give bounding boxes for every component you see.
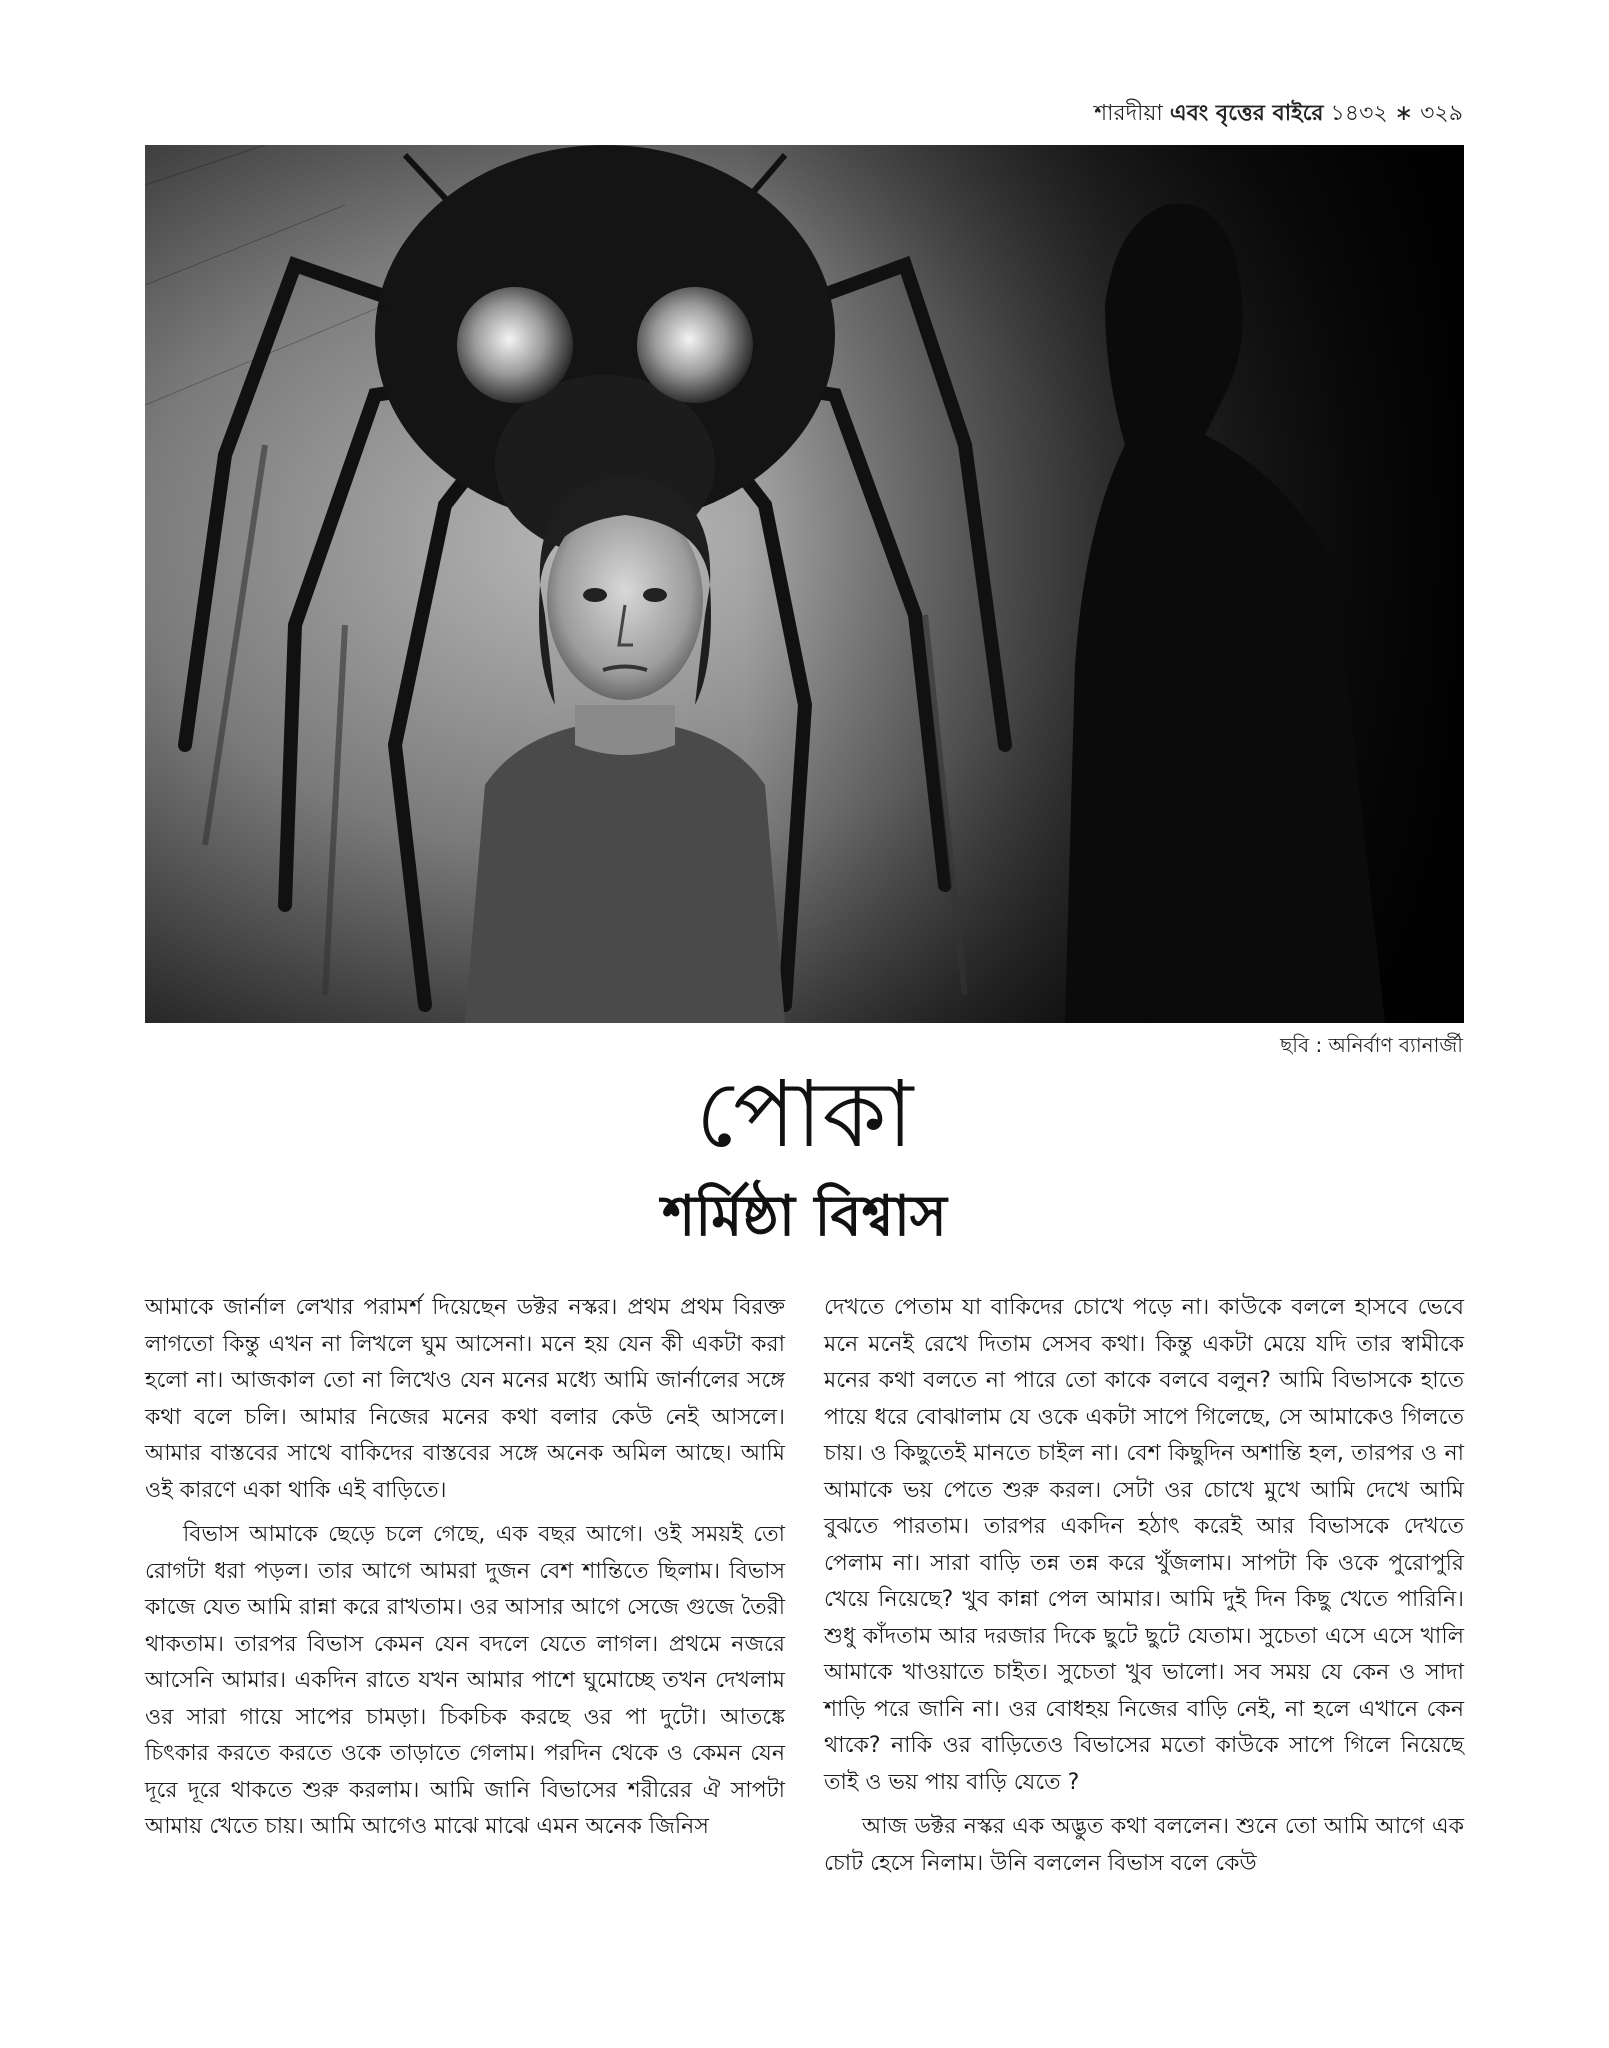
story-author: শর্মিষ্ঠা বিশ্বাস (662, 1184, 947, 1249)
paragraph: আমাকে জার্নাল লেখার পরামর্শ দিয়েছেন ডক্টর নস্কর। প্রথম প্রথম বিরক্ত লাগতো কিন্তু এখন না লিখলে ঘুম আসেনা। মনে হয় যেন কী একটা করা হলো না। আজকাল তো না লিখেও যেন মনের মধ্যে আমি জার্নালের সঙ্গে কথা বলে চলি। আমার নিজের মনের কথা বলার কেউ নেই আসলে। আমার বাস্তবের সাথে বাকিদের বাস্তবের সঙ্গে অনেক অমিল আছে। আমি ওই কারণে একা থাকি এই বাড়িতে। (145, 1295, 785, 1503)
body-text (145, 1290, 1464, 2010)
left-column (145, 1290, 785, 2010)
year-and-page-number: ১৪৩২ ∗ ৩২৯ (1330, 101, 1463, 126)
magazine-name: এবং বৃত্তের বাইরে (1169, 101, 1324, 126)
paragraph: আজ ডক্টর নস্কর এক অদ্ভুত কথা বললেন। শুনে তো আমি আগে এক চোট হেসে নিলাম। উনি বললেন বিভাস বলে কেউ (824, 1814, 1464, 1876)
paragraph: বিভাস আমাকে ছেড়ে চলে গেছে, এক বছর আগে। ওই সময়ই তো রোগটা ধরা পড়ল। তার আগে আমরা দুজন বেশ শান্তিতে ছিলাম। বিভাস কাজে যেত আমি রান্না করে রাখতাম। ওর আসার আগে সেজে গুজে তৈরী থাকতাম। তারপর বিভাস কেমন যেন বদলে যেতে লাগল। প্রথমে নজরে আসেনি আমার। একদিন রাতে যখন আমার পাশে ঘুমোচ্ছে তখন দেখলাম ওর সারা গায়ে সাপের চামড়া। চিকচিক করছে ওর পা দুটো। আতঙ্কে চিৎকার করতে করতে ওকে তাড়াতে গেলাম। পরদিন থেকে ও কেমন যেন দূরে দূরে থাকতে শুরু করলাম। আমি জানি বিভাসের শরীরের ঐ সাপটা আমায় খেতে চায়। আমি আগেও মাঝে মাঝে এমন অনেক জিনিস (145, 1522, 785, 1839)
running-header (1094, 96, 1463, 133)
header-prefix: শারদীয়া (1094, 101, 1163, 126)
paragraph: দেখতে পেতাম যা বাকিদের চোখে পড়ে না। কাউকে বললে হাসবে ভেবে মনে মনেই রেখে দিতাম সেসব কথা। কিন্তু একটা মেয়ে যদি তার স্বামীকে মনের কথা বলতে না পারে তো কাকে বলবে বলুন? আমি বিভাসকে হাতে পায়ে ধরে বোঝালাম যে ওকে একটা সাপে গিলেছে, সে আমাকেও গিলতে চায়। ও কিছুতেই মানতে চাইল না। বেশ কিছুদিন অশান্তি হল, তারপর ও না আমাকে ভয় পেতে শুরু করল। সেটা ওর চোখে মুখে আমি দেখে আমি বুঝতে পারতাম। তারপর একদিন হঠাৎ করেই আর বিভাসকে দেখতে পেলাম না। সারা বাড়ি তন্ন তন্ন করে খুঁজলাম। সাপটা কি ওকে পুরোপুরি খেয়ে নিয়েছে? খুব কান্না পেল আমার। আমি দুই দিন কিছু খেতে পারিনি। শুধু কাঁদতাম আর দরজার দিকে ছুটে ছুটে যেতাম। সুচেতা এসে এসে খালি আমাকে খাওয়াতে চাইত। সুচেতা খুব ভালো। সব সময় যে কেন ও সাদা শাড়ি পরে জানি না। ওর বোধহয় নিজের বাড়ি নেই, না হলে এখানে কেন থাকে? নাকি ওর বাড়িতেও বিভাসের মতো কাউকে সাপে গিলে নিয়েছে তাই ও ভয় পায় বাড়ি যেতে ? (824, 1295, 1464, 1795)
story-title: পোকা (695, 1061, 914, 1168)
story-illustration (145, 145, 1464, 1023)
right-column (824, 1290, 1464, 2010)
illustration-credit: ছবি : অনির্বাণ ব্যানার্জী (1280, 1033, 1463, 1057)
